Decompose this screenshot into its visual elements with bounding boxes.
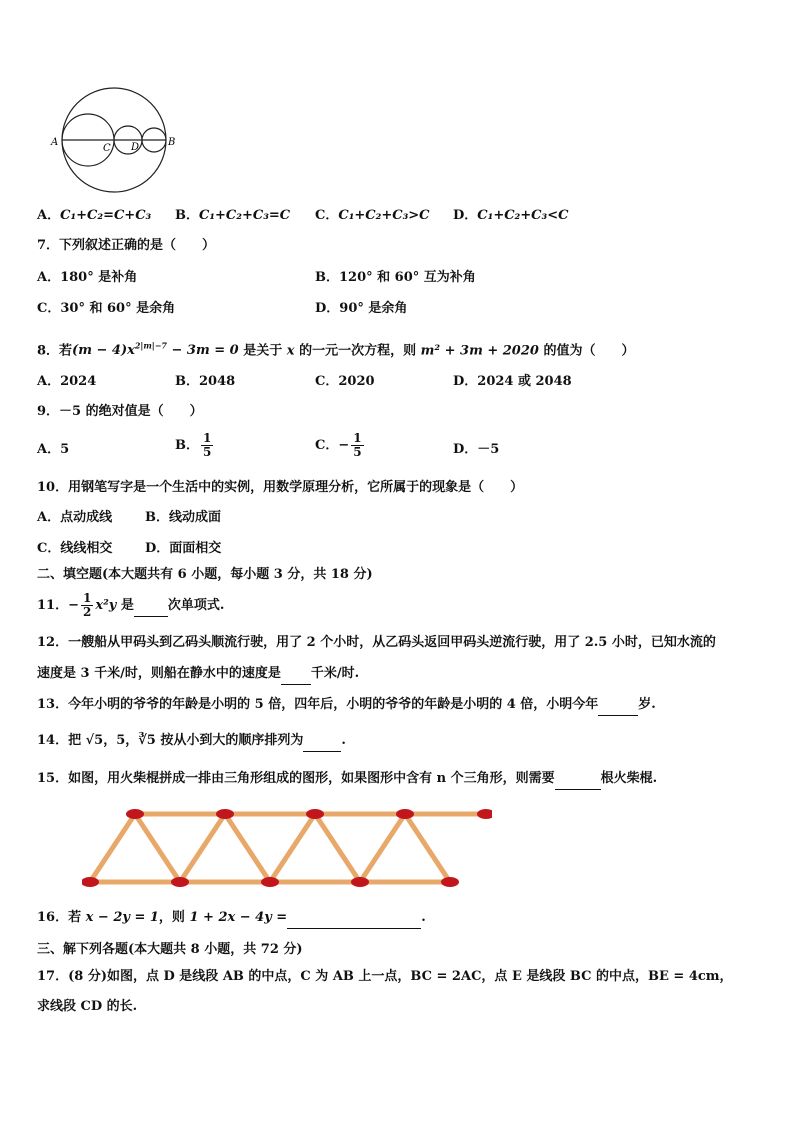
q8-stem: 8．若$(m - 4)x^{2|m|-7} - 3m = 0$ 是关于 x 的一元一次方程，则 m² + 3m + 2020 的值为（ ） — [37, 341, 635, 359]
matchstick — [135, 814, 180, 882]
matchstick — [360, 814, 405, 882]
q10-option-b: B．线动成面 — [145, 510, 221, 525]
fraction-one-half: $\frac{1}{2}$ — [82, 591, 92, 619]
q8-option-b: B．2048 — [175, 374, 236, 389]
matchstick-triangles-figure — [82, 806, 492, 892]
matchstick — [270, 814, 315, 882]
match-head — [126, 809, 144, 819]
q10-stem: 10．用钢笔写字是一个生活中的实例，用数学原理分析，它所属于的现象是（ ） — [37, 480, 524, 495]
label-b: B — [168, 137, 176, 148]
q12-answer-blank[interactable] — [281, 664, 311, 685]
section-3-heading: 三、解下列各题(本大题共 8 小题，共 72 分) — [37, 942, 303, 957]
matchstick — [315, 814, 360, 882]
q11-answer-blank[interactable] — [134, 596, 168, 617]
q9-option-a: A．5 — [37, 442, 70, 457]
q6-option-d: D．C₁+C₂+C₃<C — [453, 208, 569, 223]
section-2-heading: 二、填空题(本大题共有 6 小题，每小题 3 分，共 18 分) — [37, 567, 373, 582]
match-head — [82, 877, 99, 887]
q11-stem: 11．− $\frac{1}{2}$ x²y 是 次单项式. — [37, 591, 225, 619]
q15-stem: 15．如图，用火柴棍拼成一排由三角形组成的图形，如果图形中含有 n 个三角形，则需要 根火柴棍. — [37, 769, 657, 790]
match-head — [477, 809, 492, 819]
q7-option-d: D．90° 是余角 — [315, 301, 408, 316]
label-a: A — [51, 137, 59, 148]
fraction-one-fifth: $\frac{1}{5}$ — [203, 431, 212, 459]
match-head — [441, 877, 459, 887]
q13-stem: 13．今年小明的爷爷的年龄是小明的 5 倍，四年后，小明的爷爷的年龄是小明的 4 倍，小明今年 岁. — [37, 695, 656, 716]
q8-equation: $(m - 4)x^{2|m|-7} - 3m = 0$ — [72, 341, 239, 359]
q14-answer-blank[interactable] — [303, 731, 341, 752]
fraction-neg-one-fifth: $\frac{1}{5}$ — [353, 431, 362, 459]
q9-option-b: B． $\frac{1}{5}$ — [175, 431, 212, 459]
q10-option-d: D．面面相交 — [145, 541, 222, 556]
q6-option-c: C．C₁+C₂+C₃>C — [315, 208, 430, 223]
q17-line2: 求线段 CD 的长. — [37, 999, 138, 1014]
q9-option-d: D．－5 — [453, 442, 500, 457]
q8-option-c: C．2020 — [315, 374, 375, 389]
matchstick — [90, 814, 135, 882]
match-head — [396, 809, 414, 819]
q7-stem: 7．下列叙述正确的是（ ） — [37, 238, 216, 253]
q8-option-a: A．2024 — [37, 374, 97, 389]
q10-option-a: A．点动成线 — [37, 510, 113, 525]
q13-answer-blank[interactable] — [598, 695, 638, 716]
q10-option-c: C．线线相交 — [37, 541, 113, 556]
q8-option-d: D．2024 或 2048 — [453, 374, 572, 389]
q6-option-a: A．C₁+C₂=C+C₃ — [37, 208, 152, 223]
match-head — [261, 877, 279, 887]
q12-line1: 12．一艘船从甲码头到乙码头顺流行驶，用了 2 个小时，从乙码头返回甲码头逆流行驶，用了 2.5 小时，已知水流的 — [37, 635, 716, 650]
match-head — [306, 809, 324, 819]
q15-answer-blank[interactable] — [555, 769, 601, 790]
q7-option-b: B．120° 和 60° 互为补角 — [315, 270, 476, 285]
q6-option-b: B．C₁+C₂+C₃=C — [175, 208, 291, 223]
circles-figure — [48, 82, 188, 202]
match-head — [171, 877, 189, 887]
matchstick — [405, 814, 450, 882]
q12-line2: 速度是 3 千米/时，则船在静水中的速度是 千米/时. — [37, 664, 359, 685]
q17-line1: 17．(8 分)如图，点 D 是线段 AB 的中点，C 为 AB 上一点，BC = 2AC，点 E 是线段 BC 的中点，BE = 4cm， — [37, 969, 733, 984]
q7-option-c: C．30° 和 60° 是余角 — [37, 301, 176, 316]
label-c: C — [103, 143, 111, 154]
match-heads — [82, 809, 492, 887]
matchstick — [180, 814, 225, 882]
match-head — [351, 877, 369, 887]
q9-stem: 9．－5 的绝对值是（ ） — [37, 404, 203, 419]
match-head — [216, 809, 234, 819]
matchstick — [225, 814, 270, 882]
q14-stem: 14．把 √5，5，∛5 按从小到大的顺序排列为 . — [37, 731, 346, 752]
label-d: D — [131, 142, 140, 153]
matchsticks — [90, 814, 486, 882]
q16-stem: 16．若 x − 2y = 1，则 1 + 2x − 4y = . — [37, 908, 426, 929]
q7-option-a: A．180° 是补角 — [37, 270, 138, 285]
q16-answer-blank[interactable] — [287, 908, 421, 929]
q9-option-c: C．− $\frac{1}{5}$ — [315, 431, 362, 459]
